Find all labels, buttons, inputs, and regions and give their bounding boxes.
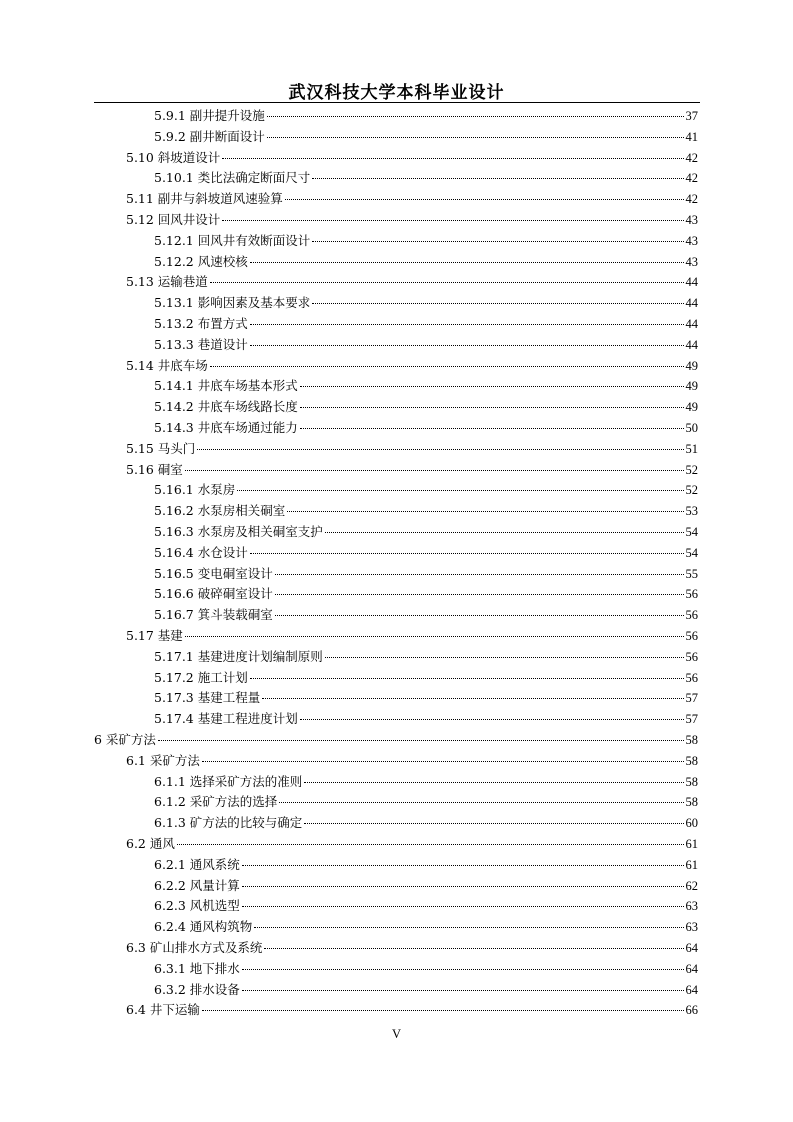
toc-dot-leader [185, 470, 684, 471]
toc-entry[interactable] [154, 418, 698, 439]
toc-entry-label: 5.17.2 施工计划 [154, 669, 248, 685]
toc-entry-page: 64 [685, 941, 698, 955]
toc-entry-label: 5.10 斜坡道设计 [126, 149, 221, 165]
toc-entry-label: 5.16.3 水泵房及相关硐室支护 [154, 524, 323, 539]
toc-entry-label: 6.4 井下运输 [126, 1002, 200, 1018]
toc-entry-label: 6.1.1 选择采矿方法的准则 [154, 773, 303, 789]
toc-entry[interactable] [154, 293, 698, 314]
toc-entry-label: 5.14.2 井底车场线路长度 [154, 399, 298, 415]
toc-dot-leader [300, 719, 684, 720]
toc-entry[interactable] [126, 938, 698, 959]
toc-entry-page: 56 [685, 670, 698, 685]
toc-entry-page: 49 [685, 379, 698, 394]
toc-entry[interactable] [154, 917, 698, 938]
toc-entry-label: 5.16.6 破碎硐室设计 [154, 586, 273, 602]
toc-entry-label: 6.3.1 地下排水 [154, 960, 240, 976]
toc-dot-leader [242, 906, 684, 907]
toc-dot-leader [304, 782, 683, 783]
toc-entry[interactable] [154, 896, 698, 917]
toc-entry-page: 60 [685, 816, 698, 831]
toc-entry-label: 5.17 基建 [126, 628, 183, 643]
toc-entry-label: 6.2.3 风机选型 [154, 898, 240, 914]
toc-entry[interactable] [154, 959, 698, 980]
toc-entry-label: 5.13 运输巷道 [126, 274, 208, 290]
toc-entry-page: 58 [685, 753, 698, 768]
toc-dot-leader [177, 844, 684, 845]
toc-dot-leader [250, 262, 684, 263]
toc-entry[interactable] [154, 314, 698, 335]
toc-entry[interactable] [94, 730, 698, 751]
toc-entry[interactable] [154, 564, 698, 585]
toc-entry-label: 6.2.4 通风构筑物 [154, 919, 253, 935]
toc-dot-leader [300, 386, 684, 387]
toc-entry[interactable] [126, 439, 698, 460]
toc-entry-page: 43 [685, 213, 698, 227]
toc-entry-page: 37 [685, 109, 698, 123]
toc-dot-leader [250, 324, 684, 325]
toc-entry[interactable] [154, 376, 698, 397]
toc-entry-label: 5.16.4 水仓设计 [154, 544, 248, 560]
toc-entry[interactable] [126, 626, 698, 647]
toc-entry-page: 42 [685, 192, 698, 207]
toc-entry-label: 6.2.1 通风系统 [154, 856, 240, 872]
toc-entry-label: 5.17.4 基建工程进度计划 [154, 711, 298, 727]
footer-page-number: V [391, 1027, 402, 1041]
toc-entry[interactable] [154, 647, 698, 668]
toc-entry-label: 5.10.1 类比法确定断面尺寸 [154, 170, 311, 186]
toc-entry-label: 5.13.2 布置方式 [154, 316, 248, 331]
toc-entry[interactable] [154, 688, 698, 709]
toc-dot-leader [312, 303, 683, 304]
toc-entry[interactable] [126, 148, 698, 169]
toc-entry[interactable] [154, 876, 698, 897]
toc-entry-label: 5.13.3 巷道设计 [154, 336, 248, 352]
toc-dot-leader [250, 345, 684, 346]
toc-entry[interactable] [126, 751, 698, 772]
toc-entry[interactable] [154, 584, 698, 605]
toc-entry-label: 5.9.2 副井断面设计 [154, 128, 265, 144]
toc-entry-label: 5.9.1 副井提升设施 [154, 108, 265, 123]
toc-entry-page: 58 [685, 774, 698, 789]
toc-entry-label: 5.11 副井与斜坡道风速验算 [126, 191, 283, 207]
toc-dot-leader [242, 990, 684, 991]
toc-dot-leader [158, 740, 684, 741]
toc-entry-label: 6.3.2 排水设备 [154, 981, 240, 997]
toc-entry[interactable] [154, 522, 698, 543]
toc-entry-page: 56 [685, 629, 698, 643]
toc-entry-page: 55 [685, 566, 698, 581]
toc-entry-label: 5.14.3 井底车场通过能力 [154, 420, 298, 435]
toc-entry-label: 5.17.3 基建工程量 [154, 690, 261, 706]
toc-entry-page: 57 [685, 691, 698, 706]
toc-entry-label: 6.3 矿山排水方式及系统 [126, 940, 263, 955]
toc-entry-label: 5.17.1 基建进度计划编制原则 [154, 648, 323, 664]
toc-dot-leader [325, 657, 684, 658]
toc-dot-leader [287, 511, 683, 512]
toc-entry-page: 51 [685, 441, 698, 456]
toc-entry-page: 56 [685, 608, 698, 623]
toc-entry[interactable] [154, 480, 698, 501]
toc-dot-leader [279, 802, 683, 803]
toc-entry-page: 57 [685, 712, 698, 727]
toc-entry-page: 52 [685, 483, 698, 498]
toc-entry[interactable] [154, 127, 698, 148]
toc-dot-leader [202, 761, 684, 762]
toc-dot-leader [275, 615, 684, 616]
toc-entry[interactable] [154, 772, 698, 793]
toc-dot-leader [300, 428, 684, 429]
toc-entry-page: 49 [685, 400, 698, 415]
toc-entry-label: 5.15 马头门 [126, 440, 196, 456]
toc-entry-page: 64 [685, 961, 698, 976]
toc-entry-page: 42 [685, 150, 698, 165]
toc-entry[interactable] [154, 397, 698, 418]
toc-entry[interactable] [126, 189, 698, 210]
toc-entry[interactable] [126, 210, 698, 231]
toc-entry-page: 43 [685, 254, 698, 269]
toc-dot-leader [304, 823, 683, 824]
toc-entry-page: 54 [685, 525, 698, 539]
toc-dot-leader [202, 1010, 684, 1011]
toc-entry-page: 50 [685, 421, 698, 435]
toc-dot-leader [262, 698, 683, 699]
toc-entry-page: 61 [685, 857, 698, 872]
toc-entry-label: 5.16.2 水泵房相关硐室 [154, 503, 286, 519]
toc-entry[interactable] [154, 709, 698, 730]
toc-entry-label: 5.12 回风井设计 [126, 212, 221, 227]
toc-entry[interactable] [126, 834, 698, 855]
toc-dot-leader [275, 574, 684, 575]
toc-entry-page: 58 [685, 795, 698, 810]
toc-entry-page: 56 [685, 649, 698, 664]
page-header-title: 武汉科技大学本科毕业设计 [288, 83, 505, 103]
toc-entry-page: 63 [685, 899, 698, 914]
toc-entry-label: 5.14 井底车场 [126, 357, 208, 373]
toc-dot-leader [242, 969, 684, 970]
toc-entry-page: 62 [685, 878, 698, 893]
toc-dot-leader [237, 490, 683, 491]
toc-entry-page: 58 [685, 733, 698, 747]
toc-entry-label: 5.16.1 水泵房 [154, 482, 236, 498]
toc-entry-label: 6.2 通风 [126, 836, 175, 851]
toc-entry[interactable] [154, 855, 698, 876]
toc-entry-page: 61 [685, 837, 698, 851]
toc-entry[interactable] [154, 792, 698, 813]
toc-entry[interactable] [126, 272, 698, 293]
toc-entry-label: 5.16.7 箕斗装载硐室 [154, 607, 273, 623]
toc-entry-page: 66 [685, 1003, 698, 1018]
toc-entry-page: 56 [685, 587, 698, 602]
toc-entry-page: 42 [685, 171, 698, 186]
toc-entry[interactable] [154, 813, 698, 834]
toc-dot-leader [242, 865, 684, 866]
toc-entry-label: 5.12.1 回风井有效断面设计 [154, 232, 311, 248]
toc-entry-label: 5.16 硐室 [126, 461, 183, 477]
toc-entry[interactable] [154, 980, 698, 1001]
toc-dot-leader [267, 116, 684, 117]
toc-entry[interactable] [154, 168, 698, 189]
toc-entry-page: 44 [685, 337, 698, 352]
toc-dot-leader [325, 532, 684, 533]
toc-entry-page: 54 [685, 545, 698, 560]
toc-dot-leader [197, 449, 683, 450]
toc-entry-page: 49 [685, 358, 698, 373]
toc-dot-leader [222, 220, 683, 221]
toc-dot-leader [250, 678, 684, 679]
toc-entry[interactable] [154, 231, 698, 252]
toc-dot-leader [312, 241, 683, 242]
toc-entry-page: 44 [685, 275, 698, 290]
toc-entry-label: 6.2.2 风量计算 [154, 877, 240, 893]
toc-dot-leader [300, 407, 684, 408]
toc-dot-leader [267, 137, 684, 138]
header-rule [94, 102, 700, 103]
toc-entry-label: 6.1 采矿方法 [126, 752, 200, 768]
toc-entry-label: 5.12.2 风速校核 [154, 253, 248, 269]
toc-dot-leader [242, 886, 684, 887]
toc-dot-leader [185, 636, 684, 637]
toc-entry-page: 43 [685, 233, 698, 248]
toc-entry[interactable] [154, 335, 698, 356]
toc-dot-leader [275, 594, 684, 595]
toc-dot-leader [254, 927, 683, 928]
toc-dot-leader [312, 178, 683, 179]
toc-dot-leader [222, 158, 683, 159]
toc-entry-label: 5.16.5 变电硐室设计 [154, 565, 273, 581]
toc-entry-page: 63 [685, 920, 698, 935]
toc-entry-page: 44 [685, 317, 698, 331]
toc-entry-label: 6.1.2 采矿方法的选择 [154, 794, 278, 810]
toc-entry[interactable] [154, 252, 698, 273]
toc-dot-leader [210, 282, 684, 283]
toc-entry[interactable] [154, 605, 698, 626]
toc-entry-label: 5.14.1 井底车场基本形式 [154, 378, 298, 394]
toc-entry-page: 64 [685, 982, 698, 997]
toc-entry-page: 44 [685, 296, 698, 311]
toc-dot-leader [250, 553, 684, 554]
toc-entry-page: 41 [685, 129, 698, 144]
toc-entry[interactable] [154, 106, 698, 127]
toc-entry-page: 52 [685, 462, 698, 477]
toc-entry[interactable] [126, 356, 698, 377]
toc-entry[interactable] [154, 543, 698, 564]
toc-dot-leader [285, 199, 684, 200]
toc-entry[interactable] [154, 501, 698, 522]
toc-dot-leader [264, 948, 683, 949]
toc-entry-page: 53 [685, 504, 698, 519]
toc-dot-leader [210, 366, 684, 367]
toc-entry-label: 6.1.3 矿方法的比较与确定 [154, 815, 303, 831]
toc-entry-label: 6 采矿方法 [94, 732, 156, 747]
toc-entry[interactable] [126, 460, 698, 481]
toc-entry[interactable] [154, 668, 698, 689]
toc-entry-label: 5.13.1 影响因素及基本要求 [154, 295, 311, 311]
toc-entry[interactable] [126, 1000, 698, 1021]
